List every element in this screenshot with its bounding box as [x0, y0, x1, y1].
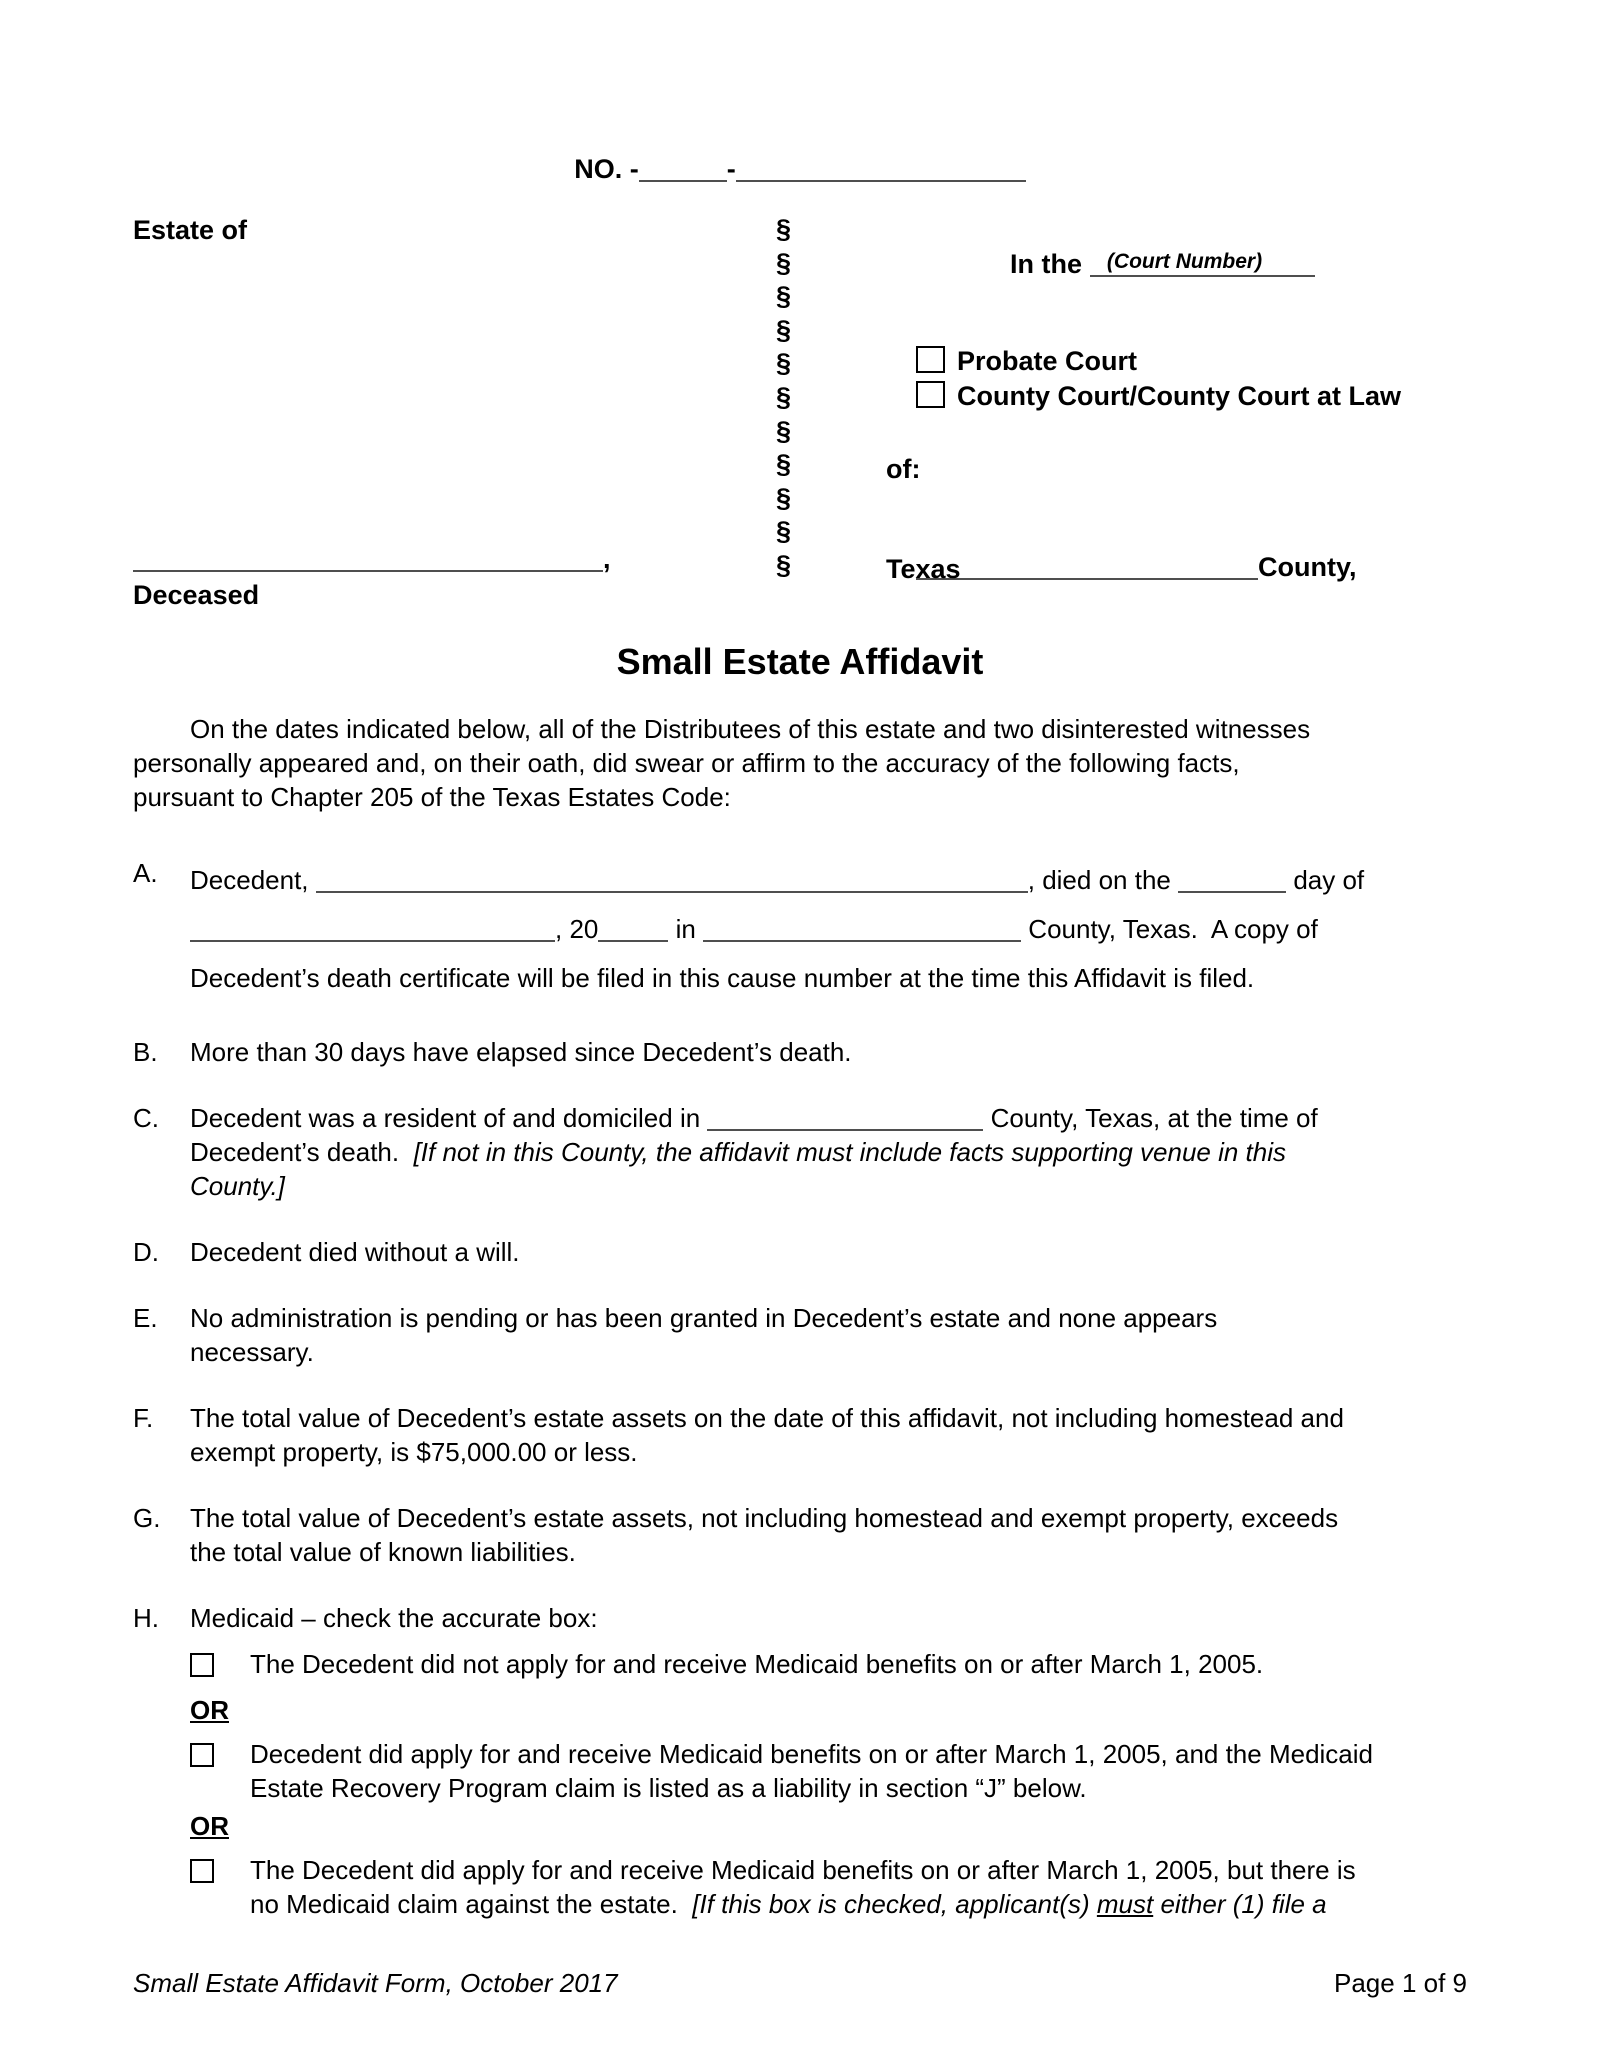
- decedent-name-caption-blank[interactable]: [133, 569, 603, 572]
- county-label: County,: [1258, 552, 1357, 582]
- text-segment: The Decedent did not apply for and receive Medicaid benefits on or after March 1, 2005.: [250, 1649, 1264, 1679]
- section-symbol: §: [776, 348, 792, 379]
- county-court-checkbox[interactable]: [916, 381, 945, 408]
- residence-county-blank[interactable]: [707, 1128, 983, 1131]
- item-G: [133, 1501, 1467, 1569]
- text-segment: exempt property, is $75,000.00 or less.: [190, 1437, 638, 1467]
- text-segment: necessary.: [190, 1337, 314, 1367]
- item-letter-A: A.: [133, 858, 158, 888]
- death-county-blank[interactable]: [703, 939, 1021, 942]
- text-segment: Decedent,: [190, 865, 316, 895]
- text-segment: pursuant to Chapter 205 of the Texas Estates Code:: [133, 782, 731, 812]
- item-B-body: [190, 1035, 1467, 1069]
- case-no-label: NO. -: [574, 154, 639, 184]
- footer-page-number: Page 1 of 9: [1334, 1968, 1467, 1998]
- medicaid-option-1-text: [250, 1647, 1467, 1681]
- section-symbol: §: [776, 482, 792, 513]
- text-segment: The total value of Decedent’s estate assets, not including homestead and exempt property, exceeds: [190, 1503, 1339, 1533]
- item-letter-G: G.: [133, 1503, 161, 1533]
- or-separator-1: OR: [190, 1695, 229, 1725]
- deceased-label: Deceased: [133, 580, 260, 610]
- probate-court-label: Probate Court: [957, 346, 1138, 376]
- in-the-label: In the: [1010, 249, 1090, 279]
- section-symbol: §: [776, 549, 792, 580]
- text-segment: day of: [1286, 865, 1365, 895]
- section-symbol: §: [776, 516, 792, 547]
- text-segment: the total value of known liabilities.: [190, 1537, 576, 1567]
- text-segment: Estate Recovery Program claim is listed as a liability in section “J” below.: [250, 1773, 1087, 1803]
- item-letter-E: E.: [133, 1303, 158, 1333]
- text-segment: [If this box is checked, applicant(s): [692, 1889, 1097, 1919]
- item-B: [133, 1035, 1467, 1069]
- section-symbol: §: [776, 214, 792, 244]
- item-E-body: [190, 1301, 1467, 1369]
- section-symbol: §: [776, 415, 792, 446]
- section-symbol-column: [776, 213, 791, 583]
- item-C: [133, 1101, 1467, 1203]
- item-A-body: [190, 856, 1467, 1003]
- case-number-blank-1[interactable]: [639, 179, 727, 182]
- case-no-dash: -: [726, 154, 736, 184]
- item-G-body: [190, 1501, 1467, 1569]
- medicaid-applied-claim-listed-checkbox[interactable]: [190, 1743, 214, 1767]
- item-letter-H: H.: [133, 1603, 159, 1633]
- item-D-body: [190, 1235, 1467, 1269]
- item-H: [133, 1601, 1467, 1921]
- text-segment: County, Texas. A copy of: [1021, 914, 1318, 944]
- medicaid-option-2: [190, 1737, 1467, 1805]
- text-segment: Decedent was a resident of and domiciled in: [190, 1103, 708, 1133]
- item-letter-F: F.: [133, 1403, 154, 1433]
- text-segment: The Decedent did apply for and receive Medicaid benefits on or after March 1, 2005, but there is: [250, 1855, 1356, 1885]
- item-C-body: [190, 1101, 1467, 1203]
- text-segment: On the dates indicated below, all of the Distributees of this estate and two disinterested witnesses: [190, 714, 1311, 744]
- item-letter-D: D.: [133, 1237, 159, 1267]
- text-segment: must: [1096, 1889, 1154, 1919]
- county-court-row: [886, 345, 1401, 447]
- item-D: [133, 1235, 1467, 1269]
- text-segment: in: [668, 914, 704, 944]
- death-year-blank[interactable]: [598, 939, 668, 942]
- item-F: [133, 1401, 1467, 1469]
- item-letter-C: C.: [133, 1103, 159, 1133]
- court-number-caption: (Court Number): [1106, 250, 1263, 273]
- page-footer: [133, 1966, 1467, 2000]
- decedent-name-row: [133, 542, 611, 576]
- section-symbol: §: [776, 449, 792, 480]
- medicaid-not-applied-checkbox[interactable]: [190, 1653, 214, 1677]
- death-day-blank[interactable]: [1178, 890, 1286, 893]
- name-comma: ,: [603, 544, 611, 574]
- text-segment: Decedent’s death.: [190, 1137, 414, 1167]
- or-separator-2: OR: [190, 1811, 229, 1841]
- text-segment: Decedent did apply for and receive Medicaid benefits on or after March 1, 2005, and the Medicaid: [250, 1739, 1374, 1769]
- medicaid-option-3: [190, 1853, 1467, 1921]
- text-segment: No administration is pending or has been granted in Decedent’s estate and none appears: [190, 1303, 1218, 1333]
- text-segment: Medicaid – check the accurate box:: [190, 1603, 598, 1633]
- section-symbol: §: [776, 314, 792, 345]
- medicaid-applied-no-claim-checkbox[interactable]: [190, 1859, 214, 1883]
- county-court-label: County Court/County Court at Law: [957, 381, 1401, 411]
- text-segment: , 20: [555, 914, 599, 944]
- item-H-body: [190, 1601, 1467, 1635]
- text-segment: Decedent died without a will.: [190, 1237, 520, 1267]
- text-segment: personally appeared and, on their oath, did swear or affirm to the accuracy of the following facts,: [133, 748, 1240, 778]
- decedent-name-blank[interactable]: [316, 890, 1028, 893]
- text-segment: County, Texas, at the time of: [983, 1103, 1318, 1133]
- footer-form-name: Small Estate Affidavit Form, October 2017: [133, 1968, 618, 1998]
- text-segment: , died on the: [1027, 865, 1179, 895]
- item-A: [133, 856, 1467, 1003]
- text-segment: The total value of Decedent’s estate assets on the date of this affidavit, not including homestead and: [190, 1403, 1344, 1433]
- case-number-line: [0, 154, 1600, 185]
- of-label: of:: [886, 454, 921, 484]
- item-E: [133, 1301, 1467, 1369]
- section-symbol: §: [776, 247, 792, 278]
- text-segment: More than 30 days have elapsed since Decedent’s death.: [190, 1037, 852, 1067]
- medicaid-option-3-text: [250, 1853, 1467, 1921]
- section-symbol: §: [776, 281, 792, 312]
- texas-label: Texas: [886, 554, 961, 584]
- death-month-blank[interactable]: [190, 939, 555, 942]
- text-segment: County.]: [190, 1171, 285, 1201]
- court-county-blank[interactable]: [916, 577, 1258, 580]
- text-segment: no Medicaid claim against the estate.: [250, 1889, 693, 1919]
- item-F-body: [190, 1401, 1467, 1469]
- medicaid-option-1: [190, 1647, 1467, 1681]
- section-symbol: §: [776, 381, 792, 412]
- page-title: Small Estate Affidavit: [616, 641, 984, 682]
- medicaid-option-2-text: [250, 1737, 1467, 1805]
- intro-paragraph: [133, 712, 1467, 814]
- text-segment: either (1) file a: [1153, 1889, 1327, 1919]
- estate-of-label: Estate of: [133, 215, 248, 245]
- main-content: [133, 640, 1467, 1921]
- case-number-blank-2[interactable]: [736, 179, 1026, 182]
- text-segment: [If not in this County, the affidavit must include facts supporting venue in this: [413, 1137, 1287, 1167]
- court-number-blank[interactable]: [1090, 274, 1315, 277]
- item-letter-B: B.: [133, 1037, 158, 1067]
- text-segment: Decedent’s death certificate will be filed in this cause number at the time this Affidavit is filed.: [190, 963, 1255, 993]
